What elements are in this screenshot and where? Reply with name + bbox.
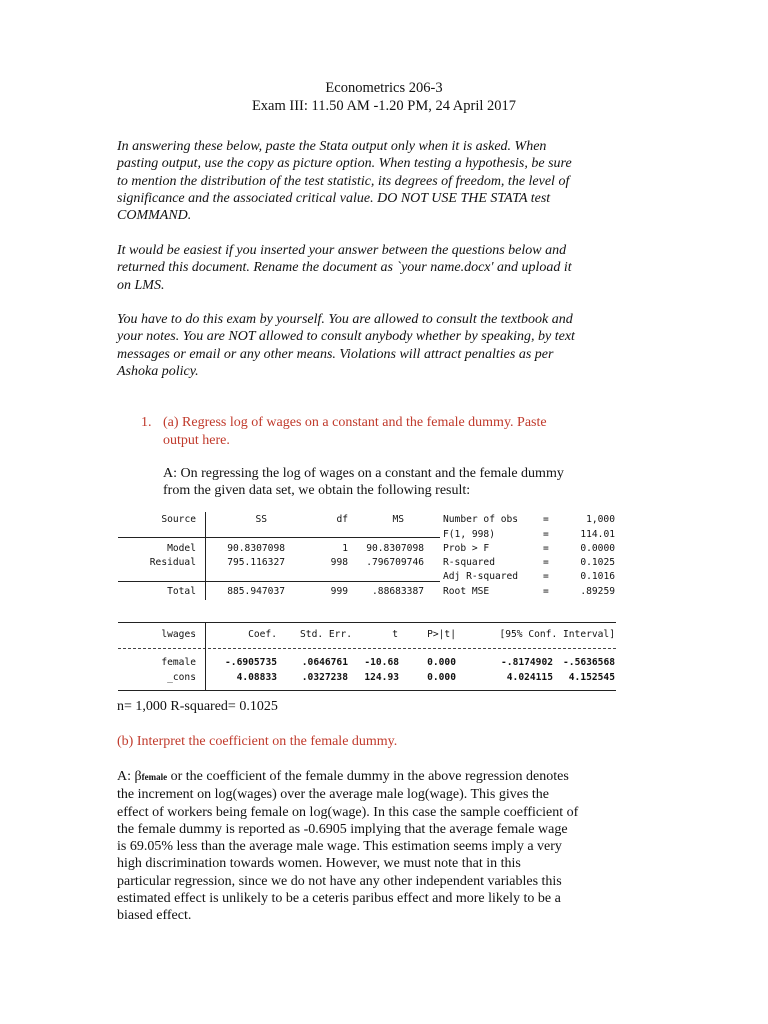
stat-label: Root MSE xyxy=(443,586,490,597)
table-rule xyxy=(118,622,616,623)
coef-header-coef: Coef. xyxy=(248,629,277,640)
coef-se: .0646761 xyxy=(301,657,348,668)
question-1b: (b) Interpret the coefficient on the female dummy. xyxy=(117,734,398,749)
anova-df: 999 xyxy=(330,586,348,597)
text-segment: or the coefficient of the female dummy in the above regression denotes xyxy=(167,769,569,784)
stat-label: Prob > F xyxy=(443,543,490,554)
anova-source: Residual xyxy=(149,557,196,568)
anova-header-source: Source xyxy=(161,514,196,525)
anova-header-df: df xyxy=(336,514,348,525)
text-line: high discrimination towards women. However, we must note that in this xyxy=(117,856,521,872)
coef-ci-high: -.5636568 xyxy=(563,657,615,668)
anova-ms: .88683387 xyxy=(372,586,424,597)
anova-ss: 795.116327 xyxy=(227,557,285,568)
text-line: from the given data set, we obtain the following result: xyxy=(163,483,471,499)
coef-var: female xyxy=(161,657,196,668)
anova-ss: 885.947037 xyxy=(227,586,285,597)
text-line: COMMAND. xyxy=(117,208,192,224)
stat-value: 0.0000 xyxy=(580,543,615,554)
anova-header-ss: SS xyxy=(255,514,267,525)
coef-header-ci: [95% Conf. Interval] xyxy=(499,629,615,640)
text-line: effect of workers being female on log(wage). In this case the sample coefficient of xyxy=(117,804,579,820)
coef-t: -10.68 xyxy=(364,657,399,668)
coef-value: -.6905735 xyxy=(225,657,277,668)
text-line: pasting output, use the copy as picture option. When testing a hypothesis, be sure xyxy=(117,156,572,172)
text-line: estimated effect is unlikely to be a ceteris paribus effect and more likely to be a xyxy=(117,891,561,907)
coef-ci-low: 4.024115 xyxy=(506,672,553,683)
stat-eq: = xyxy=(543,571,549,582)
text-line: You have to do this exam by yourself. You are allowed to consult the textbook and xyxy=(117,312,573,327)
table-rule xyxy=(118,581,440,582)
table-divider xyxy=(205,622,206,690)
text-line: (a) Regress log of wages on a constant and the female dummy. Paste xyxy=(163,415,547,430)
stat-value: 0.1025 xyxy=(580,557,615,568)
coef-ci-high: 4.152545 xyxy=(568,672,615,683)
coef-t: 124.93 xyxy=(364,672,399,683)
coef-p: 0.000 xyxy=(427,672,456,683)
anova-header-ms: MS xyxy=(392,514,404,525)
coef-value: 4.08833 xyxy=(236,672,277,683)
anova-source: Model xyxy=(167,543,196,554)
coef-var: _cons xyxy=(167,672,196,683)
anova-ss: 90.8307098 xyxy=(227,543,285,554)
anova-ms: .796709746 xyxy=(366,557,424,568)
text-line: A: On regressing the log of wages on a constant and the female dummy xyxy=(163,466,564,481)
beta-subscript: female xyxy=(141,772,168,782)
coef-header-se: Std. Err. xyxy=(300,629,352,640)
beta-symbol: A: β xyxy=(117,769,142,784)
table-rule xyxy=(118,537,440,538)
anova-source: Total xyxy=(167,586,196,597)
coef-ci-low: -.8174902 xyxy=(501,657,553,668)
text-line: to mention the distribution of the test statistic, its degrees of freedom, the level of xyxy=(117,173,570,189)
table-rule xyxy=(118,648,616,649)
text-line: output here. xyxy=(163,432,230,448)
stat-value: 114.01 xyxy=(580,529,615,540)
coef-header-var: lwages xyxy=(161,629,196,640)
text-line: the female dummy is reported as -0.6905 implying that the average female wage xyxy=(117,821,568,837)
text-line xyxy=(117,768,657,786)
text-line: the increment on log(wages) over the average male log(wage). This gives the xyxy=(117,787,550,803)
coef-header-p: P>|t| xyxy=(427,629,456,640)
question-number: 1. xyxy=(141,415,152,430)
stat-label: R-squared xyxy=(443,557,495,568)
anova-df: 998 xyxy=(330,557,348,568)
exam-title: Exam III: 11.50 AM -1.20 PM, 24 April 2017 xyxy=(251,98,517,114)
instructions-paragraph-2 xyxy=(117,242,647,294)
text-line: is 69.05% less than the average male wage. This estimation seems imply a very xyxy=(117,839,562,855)
text-line: significance and the associated critical value. DO NOT USE THE STATA test xyxy=(117,190,551,206)
stat-eq: = xyxy=(543,529,549,540)
stat-eq: = xyxy=(543,514,549,525)
coef-se: .0327238 xyxy=(301,672,348,683)
stat-value: 0.1016 xyxy=(580,571,615,582)
text-line: on LMS. xyxy=(117,277,165,293)
stat-value: .89259 xyxy=(580,586,615,597)
coef-p: 0.000 xyxy=(427,657,456,668)
text-line: In answering these below, paste the Stata output only when it is asked. When xyxy=(117,139,547,154)
stat-label: F(1, 998) xyxy=(443,529,495,540)
stat-eq: = xyxy=(543,557,549,568)
stat-eq: = xyxy=(543,543,549,554)
summary-line: n= 1,000 R-squared= 0.1025 xyxy=(117,699,278,714)
question-1a xyxy=(163,414,643,449)
instructions-paragraph-1 xyxy=(117,138,647,224)
text-line: your notes. You are NOT allowed to consult anybody whether by speaking, by text xyxy=(117,329,575,345)
text-line: Ashoka policy. xyxy=(117,363,199,379)
stat-value: 1,000 xyxy=(586,514,615,525)
text-line: returned this document. Rename the document as `your name.docx' and upload it xyxy=(117,260,572,276)
anova-df: 1 xyxy=(342,543,348,554)
answer-1a xyxy=(163,465,653,500)
table-rule xyxy=(118,690,616,691)
answer-1b xyxy=(117,768,657,925)
stat-label: Adj R-squared xyxy=(443,571,519,582)
course-title: Econometrics 206-3 xyxy=(325,80,443,96)
text-line: It would be easiest if you inserted your answer between the questions below and xyxy=(117,243,567,258)
stat-label: Number of obs xyxy=(443,514,519,525)
coef-header-t: t xyxy=(392,629,398,640)
text-line: particular regression, since we do not have any other independent variables this xyxy=(117,873,562,889)
anova-ms: 90.8307098 xyxy=(366,543,424,554)
instructions-paragraph-3 xyxy=(117,311,647,380)
text-line: biased effect. xyxy=(117,908,192,924)
text-line: messages or email or any other means. Violations will attract penalties as per xyxy=(117,346,554,362)
table-divider xyxy=(205,512,206,600)
stat-eq: = xyxy=(543,586,549,597)
